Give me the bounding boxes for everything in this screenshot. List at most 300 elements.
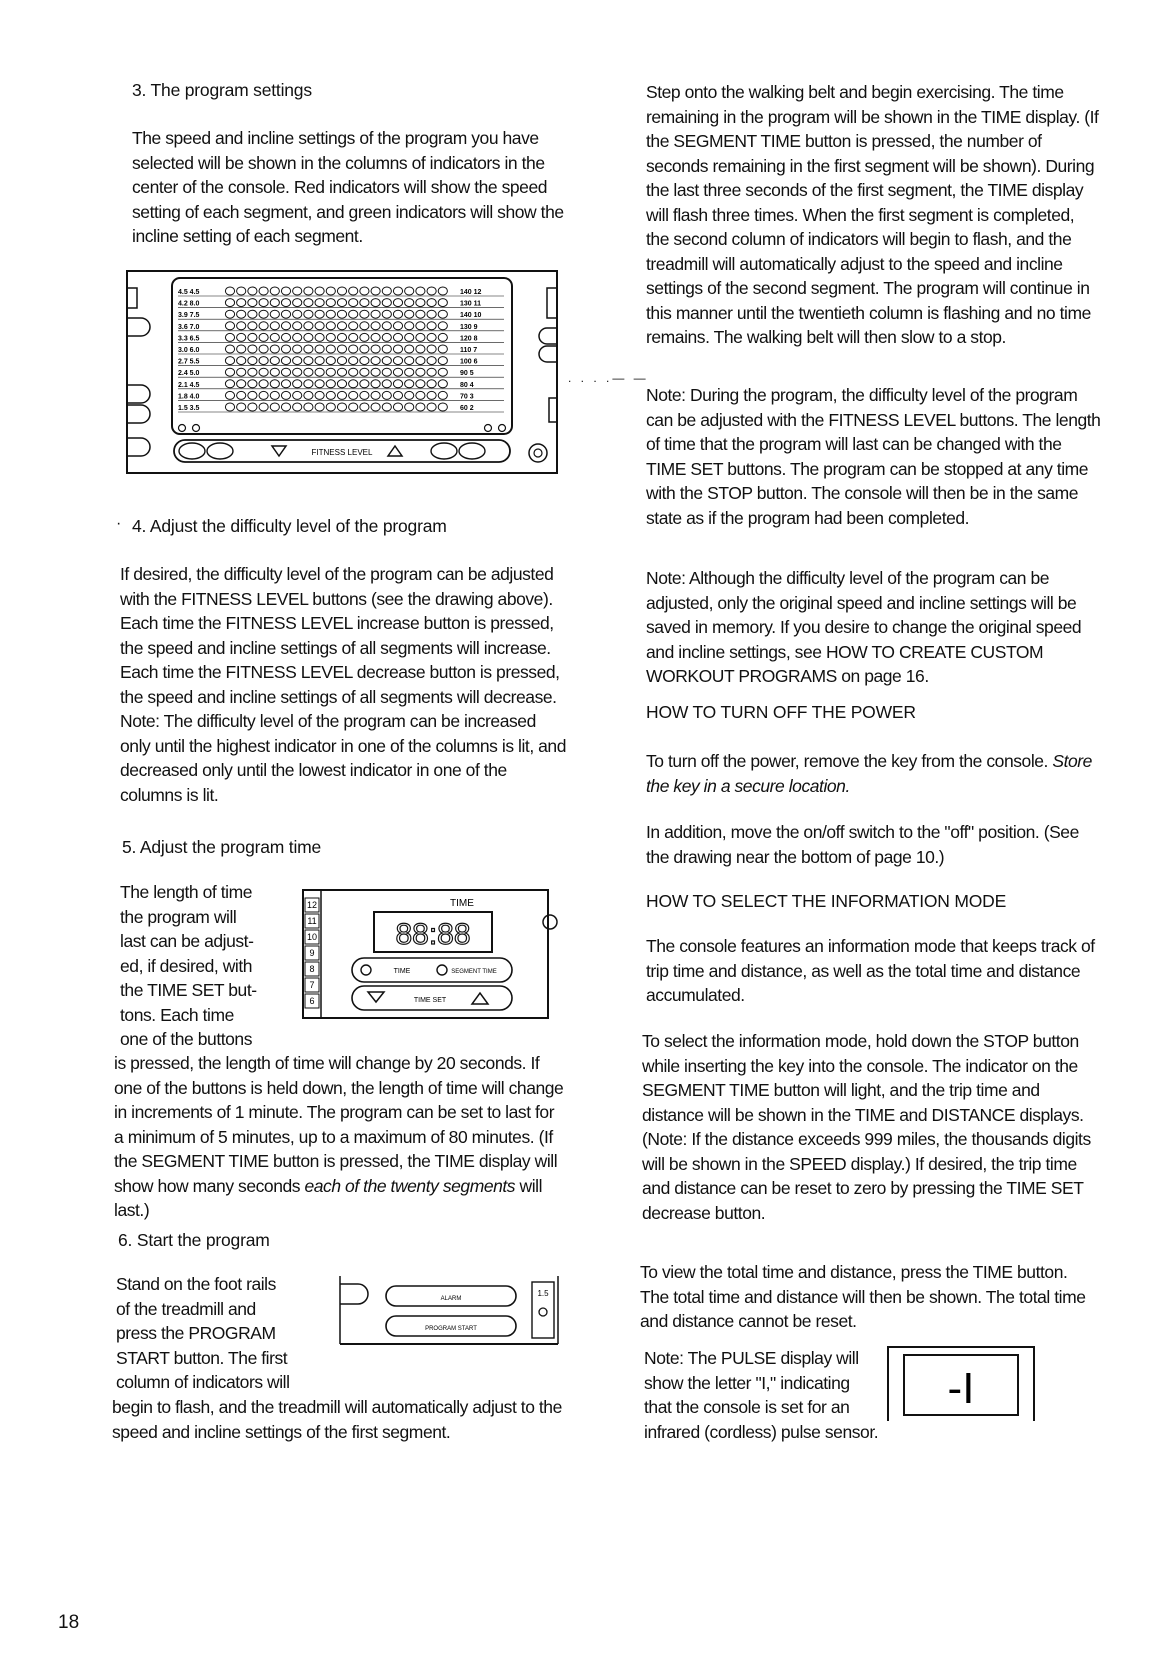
indicator-light (371, 403, 380, 411)
side-button-left-4 (127, 405, 150, 423)
indicator-light (371, 357, 380, 365)
section-5-heading: 5. Adjust the program time (122, 837, 322, 857)
indicator-light (337, 380, 346, 388)
indicator-light (393, 345, 402, 353)
indicator-grid (178, 287, 504, 412)
indicator-light (405, 345, 414, 353)
indicator-light (281, 299, 290, 307)
indicator-light (270, 287, 279, 295)
section-6-wrap-lines: Stand on the foot rails of the treadmill and press the PROGRAM START button. The first column of indicators will (116, 1274, 290, 1392)
indicator-light (349, 380, 358, 388)
indicator-light (259, 403, 268, 411)
side-button-right-4 (549, 398, 557, 422)
indicator-light (315, 333, 324, 341)
time-scale-label: 6 (309, 996, 315, 1006)
indicator-light (349, 299, 358, 307)
indicator-light (270, 357, 279, 365)
note-fitness-level: Note: During the program, the difficulty level of the program can be adjusted with the FITNESS LEVEL buttons. The length of time that the program will last can be changed with the TIME SET buttons. The program can be stopped at any time with the STOP button. The console will then be in the same state as if the program had been completed. (646, 385, 1101, 528)
indicator-light (438, 403, 447, 411)
indicator-light (438, 368, 447, 376)
side-button-left-2 (127, 318, 150, 336)
indicator-light (326, 322, 335, 330)
indicator-light (427, 380, 436, 388)
incline-label: 100 6 (460, 358, 478, 366)
indicator-light (281, 333, 290, 341)
indicator-light (281, 345, 290, 353)
indicator-light (416, 357, 425, 365)
indicator-light (371, 391, 380, 399)
pulse-display-digits: -I (947, 1364, 975, 1413)
section-4-body: If desired, the difficulty level of the program can be adjusted with the FITNESS LEVEL buttons (see the drawing above). Each time the FITNESS LEVEL increase button is pressed, the speed and incline settings of all segments will increase. Each time the FITNESS LEVEL decrease button is pressed, the speed and incline settings of all segments will decrease. Note: The difficulty level of the program can be increased only until the highest indicator in one of the columns is lit, and decreased only until the lowest indicator in one of the columns is lit. (120, 564, 566, 805)
indicator-light (315, 310, 324, 318)
indicator-light (382, 299, 391, 307)
indicator-light (405, 287, 414, 295)
speed-label: 2.4 5.0 (178, 370, 200, 378)
section-6-rest: begin to flash, and the treadmill will automatically adjust to the speed and incline settings of the first segment. (112, 1397, 562, 1442)
indicator-light (281, 380, 290, 388)
indicator-light (416, 345, 425, 353)
program-start-label: PROGRAM START (425, 1326, 477, 1332)
indicator-light (360, 380, 369, 388)
time-display-drawing (302, 880, 562, 1020)
indicator-light (293, 345, 302, 353)
section-3-heading: 3. The program settings (132, 80, 312, 100)
indicator-light (382, 357, 391, 365)
indicator-light (371, 322, 380, 330)
speed-label: 3.9 7.5 (178, 312, 200, 320)
indicator-light (270, 391, 279, 399)
fitness-decrease-triangle (272, 446, 286, 456)
speed-label: 1.5 3.5 (178, 405, 200, 412)
indicator-light (259, 345, 268, 353)
indicator-light (270, 310, 279, 318)
indicator-light (225, 333, 234, 341)
indicator-light (270, 380, 279, 388)
indicator-light (270, 403, 279, 411)
indicator-light (293, 391, 302, 399)
indicator-light (382, 333, 391, 341)
indicator-light (281, 322, 290, 330)
indicator-light (304, 299, 313, 307)
indicator-light (315, 345, 324, 353)
indicator-light (237, 380, 246, 388)
indicator-light (393, 368, 402, 376)
indicator-light (326, 403, 335, 411)
page-number: 18 (58, 1612, 80, 1633)
indicator-light (438, 391, 447, 399)
indicator-light (326, 368, 335, 376)
speed-label: 2.7 5.5 (178, 358, 200, 366)
time-digits: 88:88 (395, 918, 471, 951)
indicator-light (438, 310, 447, 318)
indicator-light (304, 322, 313, 330)
indicator-light (281, 368, 290, 376)
indicator-light (315, 403, 324, 411)
indicator-light (293, 368, 302, 376)
indicator-light (438, 380, 447, 388)
indicator-light (337, 299, 346, 307)
indicator-light (349, 368, 358, 376)
indicator-light (405, 299, 414, 307)
svg-text:ALARM: ALARM (440, 1296, 462, 1302)
speed-label: 2.1 4.5 (178, 381, 200, 389)
indicator-light (371, 333, 380, 341)
time-scale-label: 12 (306, 900, 318, 910)
indicator-light (393, 333, 402, 341)
indicator-light (416, 310, 425, 318)
note-memory: Note: Although the difficulty level of the program can be adjusted, only the original speed and incline settings will be saved in memory. If you desire to change the original speed and incline settings, see HOW TO CREATE CUSTOM WORKOUT PROGRAMS on page 16. (646, 568, 1082, 686)
indicator-light (315, 287, 324, 295)
indicator-light (349, 287, 358, 295)
indicator-light (237, 333, 246, 341)
indicator-light (349, 333, 358, 341)
manual-button (431, 443, 457, 459)
time-scale-label: 7 (309, 980, 315, 990)
indicator-light (326, 287, 335, 295)
side-knob-right (529, 444, 547, 462)
indicator-light (382, 345, 391, 353)
indicator-light (416, 391, 425, 399)
indicator-light (405, 310, 414, 318)
indicator-light (281, 403, 290, 411)
section-3-body: The speed and incline settings of the program you have selected will be shown in the columns of indicators in the center of the console. Red indicators will show the speed setting of each segment, and green indicators will show the incline setting of each segment. (132, 128, 564, 246)
incline-label: 60 2 (460, 405, 474, 412)
power-paragraph-1: To turn off the power, remove the key from the console. Store the key in a secure location. (646, 751, 1092, 796)
side-button-left-1 (127, 288, 137, 308)
indicator-light (293, 380, 302, 388)
incline-label: 140 12 (460, 289, 482, 296)
console-indicator-drawing (126, 270, 558, 475)
indicator-light (304, 403, 313, 411)
time-scale (305, 898, 319, 1008)
indicator-light (337, 403, 346, 411)
indicator-light (427, 345, 436, 353)
section-6-heading: 6. Start the program (118, 1230, 270, 1250)
indicator-light (281, 287, 290, 295)
indicator-light (393, 287, 402, 295)
indicator-light (326, 345, 335, 353)
indicator-light (416, 333, 425, 341)
indicator-light (427, 310, 436, 318)
speed-label: 3.3 6.5 (178, 335, 200, 343)
indicator-light (326, 310, 335, 318)
indicator-light (438, 333, 447, 341)
indicator-light (270, 368, 279, 376)
indicator-light (360, 322, 369, 330)
section-5-rest: is pressed, the length of time will change by 20 seconds. If one of the buttons is held down, the length of time will change in increments of 1 minute. The program can be set to last for a minimum of 5 minutes, up to a maximum of 80 minutes. (If the SEGMENT TIME button is pressed, the TIME display will show how many seconds each of the twenty segments will last.) (114, 1053, 564, 1220)
indicator-light (225, 368, 234, 376)
indicator-light (337, 310, 346, 318)
svg-text:1.5: 1.5 (537, 1289, 549, 1298)
incline-label: 130 9 (460, 323, 478, 331)
program-start-drawing (336, 1272, 561, 1372)
pulse-display-drawing (886, 1345, 1036, 1421)
indicator-light (405, 333, 414, 341)
indicator-light (315, 391, 324, 399)
indicator-light (248, 391, 257, 399)
indicator-light (382, 391, 391, 399)
indicator-light (393, 299, 402, 307)
indicator-light (427, 403, 436, 411)
indicator-light (304, 287, 313, 295)
indicator-light (259, 357, 268, 365)
indicator-light (349, 391, 358, 399)
incline-label: 130 11 (460, 300, 482, 308)
indicator-light (371, 299, 380, 307)
indicator-light (405, 368, 414, 376)
fitness-level-label: FITNESS LEVEL (311, 448, 373, 457)
indicator-light (416, 368, 425, 376)
indicator-light (259, 322, 268, 330)
indicator-light (371, 345, 380, 353)
indicator-light (337, 322, 346, 330)
indicator-light (337, 368, 346, 376)
time-side-knob (543, 915, 557, 929)
speed-label: 4.2 8.0 (178, 300, 200, 308)
indicator-light (270, 322, 279, 330)
time-set-decrease (368, 992, 384, 1002)
speed-label: 3.0 6.0 (178, 347, 200, 354)
indicator-light (337, 357, 346, 365)
information-intro: The console features an information mode that keeps track of trip time and distance, as well as the total time and distance accumulated. (646, 936, 1095, 1005)
indicator-light (259, 299, 268, 307)
indicator-light (225, 357, 234, 365)
side-button-left-5 (127, 438, 150, 456)
information-total: To view the total time and distance, press the TIME button. The total time and distance will then be shown. The total time and distance cannot be reset. (640, 1262, 1086, 1331)
indicator-light (237, 391, 246, 399)
indicator-light (315, 322, 324, 330)
indicator-light (438, 357, 447, 365)
run-program-paragraph: Step onto the walking belt and begin exercising. The time remaining in the program will be shown in the TIME display. (If the SEGMENT TIME button is pressed, the number of seconds remaining in the first segment will be shown). During the last three seconds of the first segment, the TIME display will flash three times. When the first segment is completed, the second column of indicators will begin to flash, and the treadmill will automatically adjust to the speed and incline settings of the second segment. The program will continue in this manner until the twentieth column is flashing and no time remains. The walking belt will then slow to a stop. (646, 82, 1099, 347)
indicator-light (349, 403, 358, 411)
pulse-note: Note: The PULSE display will show the letter "I," indicating that the console is set for an infrared (cordless) pulse sensor. (644, 1348, 879, 1442)
indicator-light (304, 310, 313, 318)
indicator-light (281, 391, 290, 399)
indicator-light (237, 299, 246, 307)
indicator-light (315, 357, 324, 365)
side-button-right-3 (539, 346, 557, 362)
indicator-light (382, 403, 391, 411)
indicator-light (304, 345, 313, 353)
indicator-light (360, 368, 369, 376)
indicator-light (382, 368, 391, 376)
time-scale-label: 8 (309, 964, 315, 974)
indicator-light (237, 403, 246, 411)
indicator-light (393, 357, 402, 365)
time-display-title: TIME (450, 898, 474, 909)
indicator-light (360, 287, 369, 295)
indicator-light (304, 357, 313, 365)
indicator-light (360, 333, 369, 341)
indicator-light (371, 380, 380, 388)
indicator-light (427, 333, 436, 341)
power-heading: HOW TO TURN OFF THE POWER (646, 702, 916, 722)
indicator-light (405, 380, 414, 388)
indicator-light (337, 333, 346, 341)
side-button-right-2 (539, 328, 557, 344)
indicator-light (293, 299, 302, 307)
indicator-light (248, 357, 257, 365)
indicator-light (248, 299, 257, 307)
information-mode-heading: HOW TO SELECT THE INFORMATION MODE (646, 891, 1007, 911)
indicator-light (371, 310, 380, 318)
power-paragraph-2: In addition, move the on/off switch to the "off" position. (See the drawing near the bottom of page 10.) (646, 822, 1079, 867)
time-scale-label: 10 (306, 932, 318, 942)
side-button-right-1 (547, 288, 557, 318)
indicator-light (293, 287, 302, 295)
indicator-light (225, 380, 234, 388)
incline-label: 120 8 (460, 335, 478, 343)
indicator-light (393, 403, 402, 411)
indicator-light (405, 322, 414, 330)
indicator-light (248, 403, 257, 411)
indicator-light (293, 333, 302, 341)
time-set-increase (472, 993, 488, 1004)
indicator-light (237, 345, 246, 353)
indicator-light (315, 299, 324, 307)
indicator-light (405, 391, 414, 399)
indicator-light (393, 310, 402, 318)
indicator-light (225, 287, 234, 295)
indicator-light (326, 391, 335, 399)
indicator-light (427, 287, 436, 295)
indicator-light (416, 299, 425, 307)
indicator-light (281, 310, 290, 318)
indicator-light (349, 345, 358, 353)
segment-button (207, 443, 233, 459)
indicator-light (427, 322, 436, 330)
indicator-light (225, 345, 234, 353)
information-select: To select the information mode, hold down the STOP button while inserting the key into the console. The indicator on the SEGMENT TIME button will light, and the trip time and distance will be shown in the TIME and DISTANCE displays. (Note: If the distance exceeds 999 miles, the thousands digits will be shown in the SPEED display.) If desired, the trip time and distance can be reset to zero by pressing the TIME SET decrease button. (642, 1031, 1091, 1223)
indicator-light (237, 357, 246, 365)
indicator-light (248, 310, 257, 318)
time-scale-label: 11 (307, 916, 317, 926)
time-button-label: TIME (393, 968, 411, 975)
time-scale-label: 9 (309, 948, 315, 958)
incline-label: 70 3 (460, 393, 474, 401)
indicator-light (248, 322, 257, 330)
indicator-light (248, 380, 257, 388)
section-5-wrap-lines: The length of time the program will last can be adjust- ed, if desired, with the TIME SET but- tons. Each time one of the buttons (120, 882, 257, 1049)
incline-label: 110 7 (460, 347, 478, 354)
indicator-light (237, 310, 246, 318)
indicator-light (293, 310, 302, 318)
indicator-light (293, 403, 302, 411)
indicator-light (237, 287, 246, 295)
indicator-light (405, 357, 414, 365)
indicator-light (360, 357, 369, 365)
indicator-light (304, 391, 313, 399)
program-button (459, 443, 485, 459)
indicator-light (248, 345, 257, 353)
indicator-light (281, 357, 290, 365)
indicator-light (360, 345, 369, 353)
incline-label: 140 10 (460, 312, 482, 320)
indicator-light (259, 310, 268, 318)
indicator-light (349, 322, 358, 330)
indicator-light (237, 368, 246, 376)
indicator-light (393, 322, 402, 330)
indicator-light (315, 368, 324, 376)
indicator-light (427, 299, 436, 307)
indicator-light (393, 380, 402, 388)
indicator-light (304, 368, 313, 376)
time-button (179, 443, 205, 459)
indicator-light (393, 391, 402, 399)
indicator-light (416, 380, 425, 388)
indicator-light (237, 322, 246, 330)
indicator-light (416, 403, 425, 411)
indicator-light (360, 299, 369, 307)
indicator-light (427, 368, 436, 376)
indicator-light (349, 310, 358, 318)
indicator-light (438, 322, 447, 330)
indicator-light (382, 310, 391, 318)
segment-time-button-label: SEGMENT TIME (451, 969, 497, 975)
indicator-light (371, 368, 380, 376)
indicator-light (427, 391, 436, 399)
indicator-light (360, 310, 369, 318)
indicator-light (326, 333, 335, 341)
indicator-light (259, 391, 268, 399)
indicator-light (416, 287, 425, 295)
indicator-light (293, 322, 302, 330)
indicator-light (405, 403, 414, 411)
indicator-light (225, 391, 234, 399)
indicator-light (225, 322, 234, 330)
indicator-light (248, 368, 257, 376)
indicator-light (337, 287, 346, 295)
indicator-light (382, 287, 391, 295)
indicator-light (225, 299, 234, 307)
speed-label: 4.5 4.5 (178, 289, 200, 296)
indicator-light (304, 380, 313, 388)
indicator-light (248, 287, 257, 295)
indicator-light (438, 345, 447, 353)
indicator-light (438, 287, 447, 295)
indicator-light (326, 380, 335, 388)
indicator-light (270, 299, 279, 307)
indicator-light (360, 403, 369, 411)
indicator-light (293, 357, 302, 365)
indicator-light (326, 357, 335, 365)
indicator-light (270, 333, 279, 341)
indicator-light (259, 333, 268, 341)
indicator-light (248, 333, 257, 341)
side-button-left-3 (127, 385, 150, 403)
incline-label: 90 5 (460, 370, 474, 378)
indicator-light (270, 345, 279, 353)
indicator-light (337, 345, 346, 353)
indicator-light (427, 357, 436, 365)
indicator-light (259, 380, 268, 388)
speed-label: 1.8 4.0 (178, 393, 200, 401)
indicator-light (259, 368, 268, 376)
section-4-heading: 4. Adjust the difficulty level of the program (132, 516, 447, 536)
indicator-light (349, 357, 358, 365)
fitness-increase-triangle (388, 446, 402, 456)
indicator-light (337, 391, 346, 399)
indicator-light (315, 380, 324, 388)
indicator-light (416, 322, 425, 330)
indicator-light (225, 403, 234, 411)
indicator-light (259, 287, 268, 295)
indicator-light (225, 310, 234, 318)
speed-label: 3.6 7.0 (178, 323, 200, 331)
time-set-label: TIME SET (413, 997, 447, 1004)
indicator-light (382, 380, 391, 388)
indicator-light (371, 287, 380, 295)
